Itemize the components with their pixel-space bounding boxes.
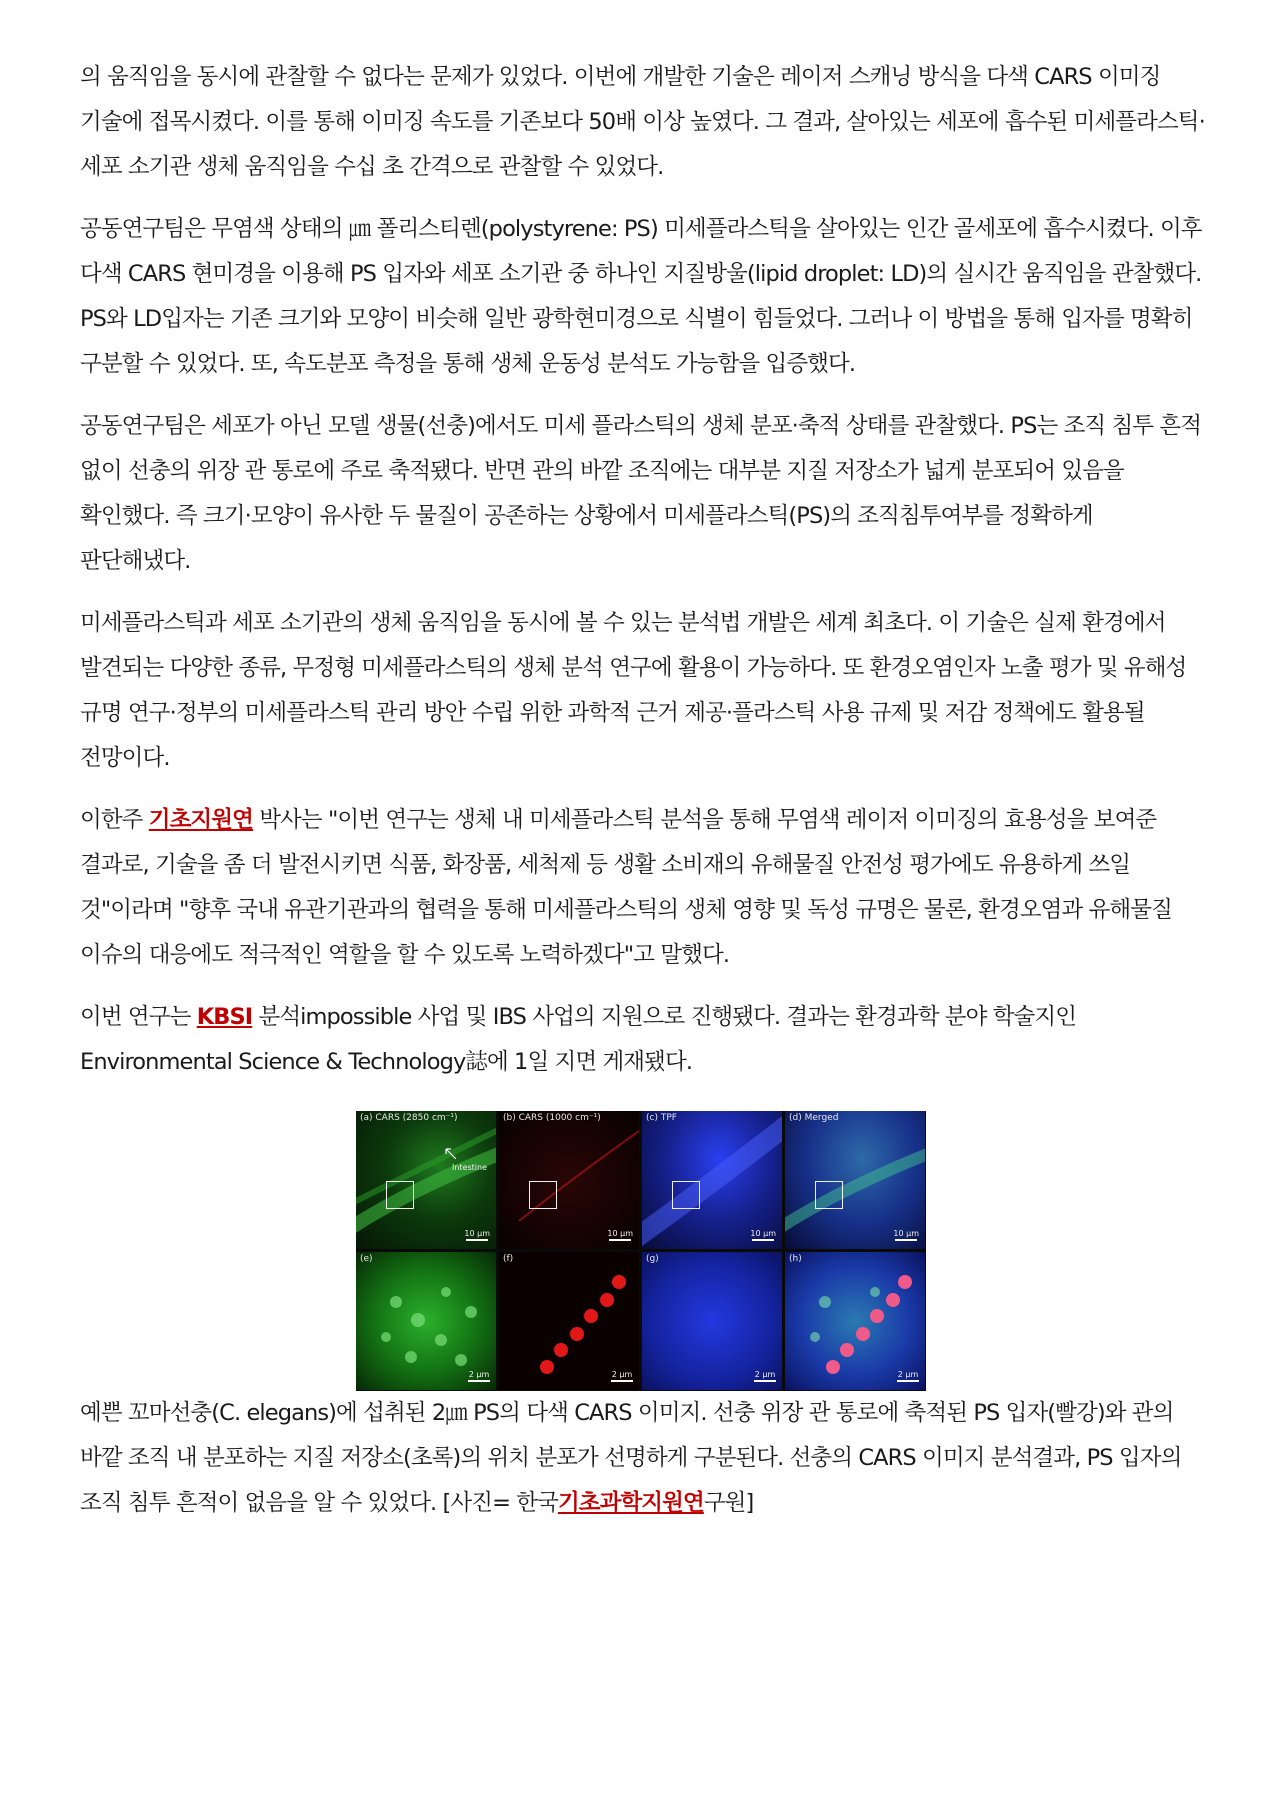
panel-label: (d) Merged — [789, 1113, 839, 1123]
scale-bar: 2 μm — [897, 1370, 919, 1382]
figure-panel-d — [785, 1111, 925, 1249]
roi-box — [815, 1181, 843, 1209]
paragraph-5-text-a: 이한주 — [80, 807, 149, 833]
scale-bar: 10 μm — [893, 1229, 919, 1241]
caption-text-a: 예쁜 꼬마선충(C. elegans)에 섭취된 2㎛ PS의 다색 CARS 이미지. 선충 위장 관 통로에 축적된 PS 입자(빨강)와 관의 바깥 조직 내 분포하는 지질 저장소(초록)의 위치 분포가 선명하게 구분된다. 선충의 CARS 이미지 분석결과, PS 입자의 조직 침투 흔적이 없음을 알 수 있었다. [사진= 한국 — [80, 1400, 1182, 1516]
panel-label: (f) — [503, 1254, 514, 1264]
panel-label: (e) — [360, 1254, 373, 1264]
paragraph-5 — [80, 798, 1205, 978]
keyword-link-kbsi[interactable]: KBSI — [196, 1004, 253, 1030]
paragraph-5-text-b: 박사는 "이번 연구는 생체 내 미세플라스틱 분석을 통해 무염색 레이저 이미징의 효용성을 보여준 결과로, 기술을 좀 더 발전시키면 식품, 화장품, 세척제 등 생활 소비재의 유해물질 안전성 평가에도 유용하게 쓰일 것"이라며 "향후 국내 유관기관과의 협력을 통해 미세플라스틱의 생체 영향 및 독성 규명은 물론, 환경오염과 유해물질 이슈의 대응에도 적극적인 역할을 할 수 있도록 노력하겠다"고 말했다. — [80, 807, 1172, 968]
figure-panel-a — [356, 1111, 496, 1249]
panel-label: (g) — [646, 1254, 659, 1264]
panel-label: (b) CARS (1000 cm⁻¹) — [503, 1113, 601, 1123]
paragraph-3: 공동연구팀은 세포가 아닌 모델 생물(선충)에서도 미세 플라스틱의 생체 분포·축적 상태를 관찰했다. PS는 조직 침투 흔적 없이 선충의 위장 관 통로에 주로 축적됐다. 반면 관의 바깥 조직에는 대부분 지질 저장소가 넓게 분포되어 있음을 확인했다. 즉 크기·모양이 유사한 두 물질이 공존하는 상황에서 미세플라스틱(PS)의 조직침투여부를 정확하게 판단해냈다. — [80, 413, 1202, 574]
intestine-label: Intestine — [452, 1163, 488, 1172]
figure-caption — [80, 1391, 1205, 1526]
paragraph-4: 미세플라스틱과 세포 소기관의 생체 움직임을 동시에 볼 수 있는 분석법 개발은 세계 최초다. 이 기술은 실제 환경에서 발견되는 다양한 종류, 무정형 미세플라스틱의 생체 분석 연구에 활용이 가능하다. 또 환경오염인자 노출 평가 및 유해성 규명 연구·정부의 미세플라스틱 관리 방안 수립 위한 과학적 근거 제공·플라스틱 사용 규제 및 저감 정책에도 활용될 전망이다. — [80, 610, 1187, 771]
panel-label: (h) — [789, 1254, 802, 1264]
caption-text-b: 구원] — [703, 1490, 754, 1516]
cars-figure — [356, 1111, 926, 1391]
arrow-icon — [444, 1147, 456, 1159]
figure-panel-c — [642, 1111, 782, 1249]
figure-panel-b — [499, 1111, 639, 1249]
scale-bar: 2 μm — [754, 1370, 776, 1382]
figure-panel-h — [785, 1252, 925, 1390]
figure-panel-e — [356, 1252, 496, 1390]
scale-bar: 10 μm — [464, 1229, 490, 1241]
roi-box — [529, 1181, 557, 1209]
paragraph-6 — [80, 995, 1205, 1085]
roi-box — [386, 1181, 414, 1209]
keyword-link-kbsi-korean[interactable]: 기초지원연 — [148, 807, 253, 833]
roi-box — [672, 1181, 700, 1209]
scale-bar: 10 μm — [750, 1229, 776, 1241]
paragraph-2: 공동연구팀은 무염색 상태의 ㎛ 폴리스티렌(polystyrene: PS) 미세플라스틱을 살아있는 인간 골세포에 흡수시켰다. 이후 다색 CARS 현미경을 이용해 PS 입자와 세포 소기관 중 하나인 지질방울(lipid droplet: LD)의 실시간 움직임을 관찰했다. PS와 LD입자는 기존 크기와 모양이 비슷해 일반 광학현미경으로 식별이 힘들었다. 그러나 이 방법을 통해 입자를 명확히 구분할 수 있었다. 또, 속도분포 측정을 통해 생체 운동성 분석도 가능함을 입증했다. — [80, 216, 1202, 377]
scale-bar: 10 μm — [607, 1229, 633, 1241]
panel-label: (a) CARS (2850 cm⁻¹) — [360, 1113, 458, 1123]
panel-label: (c) TPF — [646, 1113, 677, 1123]
figure-panel-f — [499, 1252, 639, 1390]
article-body — [80, 55, 1205, 1543]
paragraph-6-text-b: 분석impossible 사업 및 IBS 사업의 지원으로 진행됐다. 결과는 환경과학 분야 학술지인 Environmental Science & Technology誌에 1일 지면 게재됐다. — [80, 1004, 1077, 1075]
paragraph-6-text-a: 이번 연구는 — [80, 1004, 197, 1030]
scale-bar: 2 μm — [611, 1370, 633, 1382]
paragraph-1: 의 움직임을 동시에 관찰할 수 없다는 문제가 있었다. 이번에 개발한 기술은 레이저 스캐닝 방식을 다색 CARS 이미징 기술에 접목시켰다. 이를 통해 이미징 속도를 기존보다 50배 이상 높였다. 그 결과, 살아있는 세포에 흡수된 미세플라스틱·세포 소기관 생체 움직임을 수십 초 간격으로 관찰할 수 있었다. — [80, 64, 1205, 180]
keyword-link-institute[interactable]: 기초과학지원연 — [557, 1490, 704, 1516]
scale-bar: 2 μm — [468, 1370, 490, 1382]
figure-panel-g — [642, 1252, 782, 1390]
